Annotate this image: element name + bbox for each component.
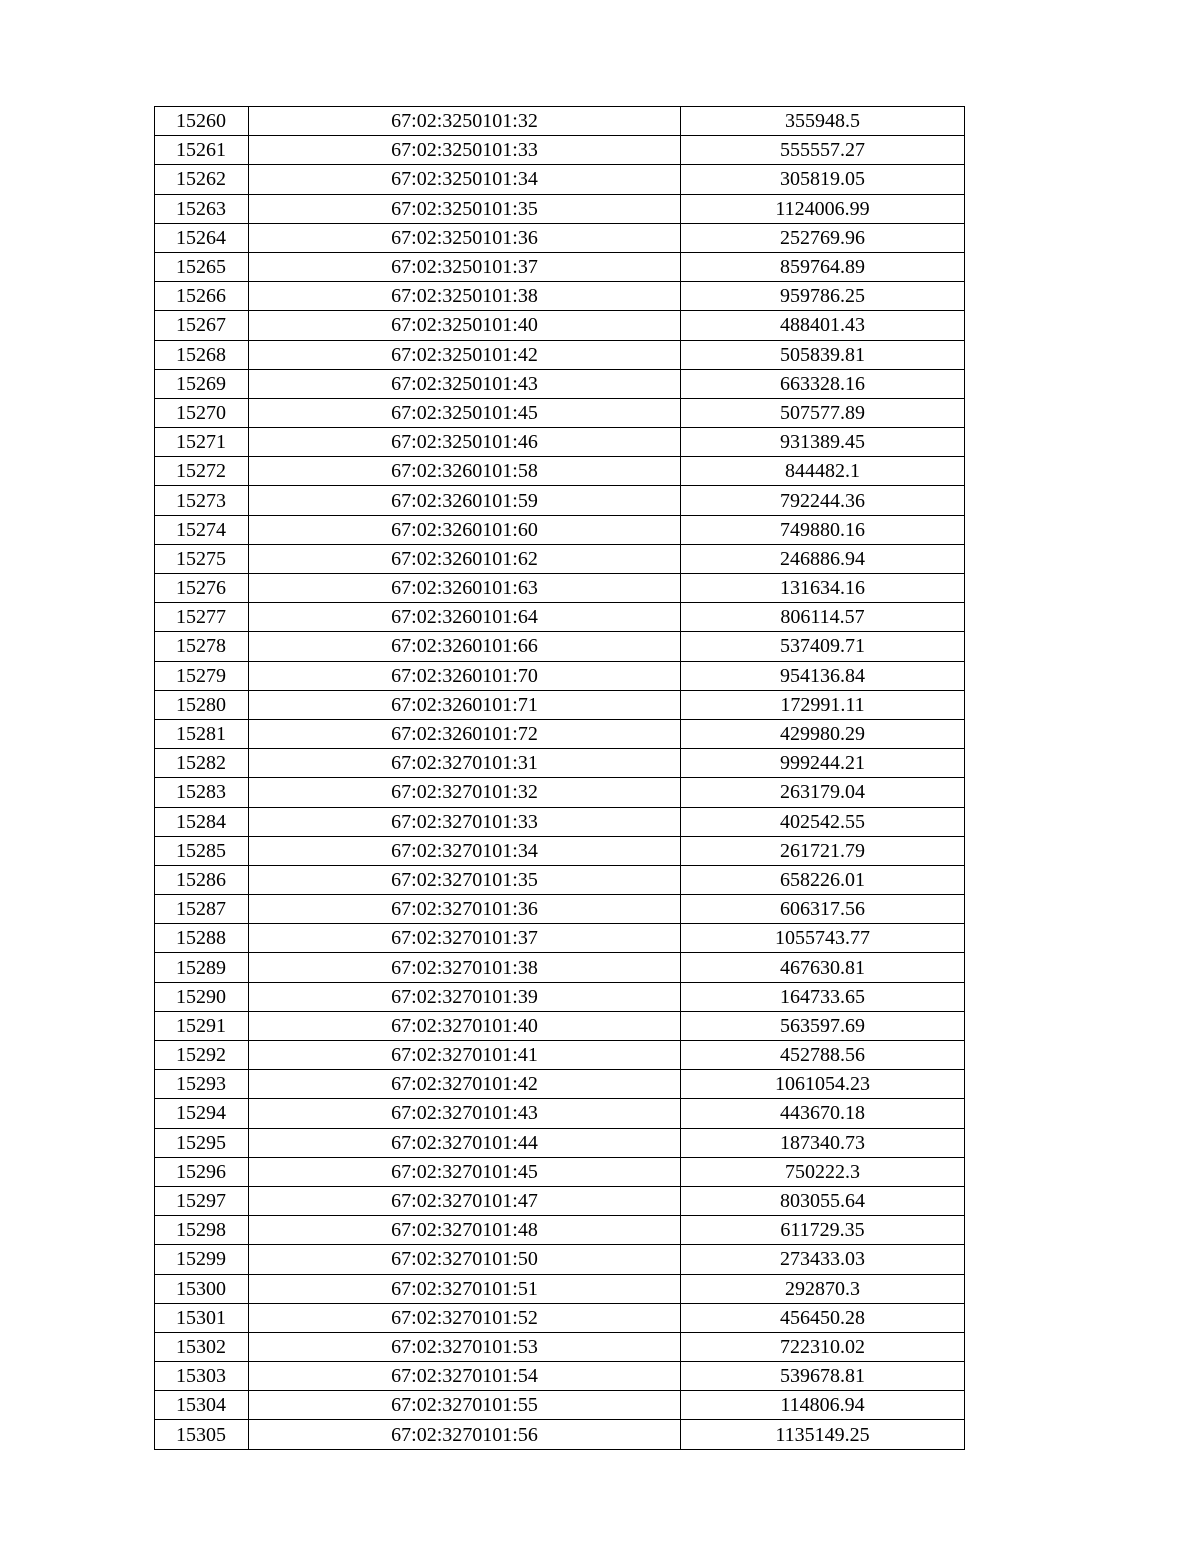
cadastral-value-cell: 443670.18 bbox=[681, 1099, 965, 1128]
row-number-cell: 15291 bbox=[155, 1011, 249, 1040]
table-row bbox=[155, 982, 965, 1011]
table-row bbox=[155, 544, 965, 573]
cadastral-value-cell: 456450.28 bbox=[681, 1303, 965, 1332]
row-number-cell: 15271 bbox=[155, 428, 249, 457]
cadastral-value-cell: 429980.29 bbox=[681, 719, 965, 748]
row-number-cell: 15284 bbox=[155, 807, 249, 836]
cadastral-value-cell: 467630.81 bbox=[681, 953, 965, 982]
table-row bbox=[155, 1186, 965, 1215]
row-number-cell: 15272 bbox=[155, 457, 249, 486]
cadastral-value-cell: 750222.3 bbox=[681, 1157, 965, 1186]
cadastral-number-cell: 67:02:3250101:34 bbox=[249, 165, 681, 194]
row-number-cell: 15301 bbox=[155, 1303, 249, 1332]
cadastral-number-cell: 67:02:3250101:42 bbox=[249, 340, 681, 369]
row-number-cell: 15269 bbox=[155, 369, 249, 398]
cadastral-number-cell: 67:02:3250101:45 bbox=[249, 398, 681, 427]
cadastral-value-cell: 749880.16 bbox=[681, 515, 965, 544]
cadastral-value-cell: 722310.02 bbox=[681, 1332, 965, 1361]
row-number-cell: 15293 bbox=[155, 1070, 249, 1099]
row-number-cell: 15294 bbox=[155, 1099, 249, 1128]
cadastral-value-cell: 954136.84 bbox=[681, 661, 965, 690]
table-row bbox=[155, 107, 965, 136]
cadastral-value-cell: 1061054.23 bbox=[681, 1070, 965, 1099]
cadastral-value-cell: 606317.56 bbox=[681, 895, 965, 924]
cadastral-value-cell: 658226.01 bbox=[681, 865, 965, 894]
cadastral-number-cell: 67:02:3270101:38 bbox=[249, 953, 681, 982]
cadastral-value-cell: 555557.27 bbox=[681, 136, 965, 165]
cadastral-number-cell: 67:02:3270101:32 bbox=[249, 778, 681, 807]
cadastral-value-cell: 537409.71 bbox=[681, 632, 965, 661]
table-row bbox=[155, 369, 965, 398]
table-row bbox=[155, 1011, 965, 1040]
cadastral-number-cell: 67:02:3250101:37 bbox=[249, 252, 681, 281]
table-row bbox=[155, 398, 965, 427]
row-number-cell: 15300 bbox=[155, 1274, 249, 1303]
table-row bbox=[155, 1099, 965, 1128]
cadastral-value-cell: 452788.56 bbox=[681, 1041, 965, 1070]
cadastral-value-cell: 261721.79 bbox=[681, 836, 965, 865]
cadastral-number-cell: 67:02:3270101:40 bbox=[249, 1011, 681, 1040]
row-number-cell: 15282 bbox=[155, 749, 249, 778]
cadastral-number-cell: 67:02:3260101:63 bbox=[249, 574, 681, 603]
cadastral-number-cell: 67:02:3260101:64 bbox=[249, 603, 681, 632]
row-number-cell: 15285 bbox=[155, 836, 249, 865]
row-number-cell: 15290 bbox=[155, 982, 249, 1011]
table-row bbox=[155, 223, 965, 252]
cadastral-number-cell: 67:02:3270101:53 bbox=[249, 1332, 681, 1361]
row-number-cell: 15273 bbox=[155, 486, 249, 515]
cadastral-value-cell: 164733.65 bbox=[681, 982, 965, 1011]
cadastral-value-cell: 292870.3 bbox=[681, 1274, 965, 1303]
table-row bbox=[155, 778, 965, 807]
cadastral-number-cell: 67:02:3270101:52 bbox=[249, 1303, 681, 1332]
cadastral-value-cell: 931389.45 bbox=[681, 428, 965, 457]
cadastral-number-cell: 67:02:3270101:50 bbox=[249, 1245, 681, 1274]
table-row bbox=[155, 1041, 965, 1070]
cadastral-number-cell: 67:02:3260101:59 bbox=[249, 486, 681, 515]
table-row bbox=[155, 836, 965, 865]
cadastral-number-cell: 67:02:3270101:36 bbox=[249, 895, 681, 924]
row-number-cell: 15297 bbox=[155, 1186, 249, 1215]
table-row bbox=[155, 1420, 965, 1449]
row-number-cell: 15287 bbox=[155, 895, 249, 924]
table-row bbox=[155, 1216, 965, 1245]
row-number-cell: 15299 bbox=[155, 1245, 249, 1274]
row-number-cell: 15260 bbox=[155, 107, 249, 136]
table-row bbox=[155, 515, 965, 544]
cadastral-number-cell: 67:02:3270101:47 bbox=[249, 1186, 681, 1215]
row-number-cell: 15264 bbox=[155, 223, 249, 252]
cadastral-value-cell: 611729.35 bbox=[681, 1216, 965, 1245]
row-number-cell: 15262 bbox=[155, 165, 249, 194]
cadastral-value-cell: 263179.04 bbox=[681, 778, 965, 807]
row-number-cell: 15289 bbox=[155, 953, 249, 982]
table-row bbox=[155, 953, 965, 982]
cadastral-value-cell: 402542.55 bbox=[681, 807, 965, 836]
row-number-cell: 15268 bbox=[155, 340, 249, 369]
cadastral-value-cell: 844482.1 bbox=[681, 457, 965, 486]
table-row bbox=[155, 194, 965, 223]
cadastral-number-cell: 67:02:3250101:36 bbox=[249, 223, 681, 252]
cadastral-value-cell: 131634.16 bbox=[681, 574, 965, 603]
cadastral-number-cell: 67:02:3270101:34 bbox=[249, 836, 681, 865]
cadastral-value-cell: 488401.43 bbox=[681, 311, 965, 340]
row-number-cell: 15303 bbox=[155, 1362, 249, 1391]
cadastral-value-cell: 563597.69 bbox=[681, 1011, 965, 1040]
cadastral-number-cell: 67:02:3260101:62 bbox=[249, 544, 681, 573]
cadastral-value-cell: 505839.81 bbox=[681, 340, 965, 369]
row-number-cell: 15267 bbox=[155, 311, 249, 340]
cadastral-value-cell: 1124006.99 bbox=[681, 194, 965, 223]
cadastral-number-cell: 67:02:3270101:55 bbox=[249, 1391, 681, 1420]
cadastral-number-cell: 67:02:3270101:54 bbox=[249, 1362, 681, 1391]
cadastral-number-cell: 67:02:3250101:33 bbox=[249, 136, 681, 165]
cadastral-number-cell: 67:02:3250101:38 bbox=[249, 282, 681, 311]
table-body bbox=[155, 107, 965, 1450]
cadastral-value-cell: 355948.5 bbox=[681, 107, 965, 136]
table-row bbox=[155, 1245, 965, 1274]
table-row bbox=[155, 340, 965, 369]
cadastral-value-cell: 114806.94 bbox=[681, 1391, 965, 1420]
cadastral-number-cell: 67:02:3270101:37 bbox=[249, 924, 681, 953]
cadastral-number-cell: 67:02:3270101:44 bbox=[249, 1128, 681, 1157]
table-row bbox=[155, 632, 965, 661]
cadastral-value-cell: 539678.81 bbox=[681, 1362, 965, 1391]
table-row bbox=[155, 661, 965, 690]
row-number-cell: 15279 bbox=[155, 661, 249, 690]
table-row bbox=[155, 603, 965, 632]
table-row bbox=[155, 486, 965, 515]
table-row bbox=[155, 311, 965, 340]
cadastral-number-cell: 67:02:3270101:41 bbox=[249, 1041, 681, 1070]
cadastral-number-cell: 67:02:3260101:60 bbox=[249, 515, 681, 544]
row-number-cell: 15288 bbox=[155, 924, 249, 953]
cadastral-value-cell: 305819.05 bbox=[681, 165, 965, 194]
row-number-cell: 15270 bbox=[155, 398, 249, 427]
row-number-cell: 15275 bbox=[155, 544, 249, 573]
cadastral-value-cell: 803055.64 bbox=[681, 1186, 965, 1215]
table-row bbox=[155, 136, 965, 165]
cadastral-value-cell: 507577.89 bbox=[681, 398, 965, 427]
cadastral-number-cell: 67:02:3250101:32 bbox=[249, 107, 681, 136]
row-number-cell: 15265 bbox=[155, 252, 249, 281]
table-row bbox=[155, 1303, 965, 1332]
table-row bbox=[155, 165, 965, 194]
table-row bbox=[155, 282, 965, 311]
row-number-cell: 15305 bbox=[155, 1420, 249, 1449]
cadastral-value-cell: 252769.96 bbox=[681, 223, 965, 252]
table-row bbox=[155, 1157, 965, 1186]
cadastral-number-cell: 67:02:3260101:66 bbox=[249, 632, 681, 661]
table-row bbox=[155, 428, 965, 457]
row-number-cell: 15280 bbox=[155, 690, 249, 719]
table-row bbox=[155, 690, 965, 719]
row-number-cell: 15302 bbox=[155, 1332, 249, 1361]
table-row bbox=[155, 1391, 965, 1420]
cadastral-number-cell: 67:02:3270101:42 bbox=[249, 1070, 681, 1099]
cadastral-number-cell: 67:02:3250101:43 bbox=[249, 369, 681, 398]
cadastral-value-cell: 273433.03 bbox=[681, 1245, 965, 1274]
row-number-cell: 15276 bbox=[155, 574, 249, 603]
row-number-cell: 15296 bbox=[155, 1157, 249, 1186]
row-number-cell: 15286 bbox=[155, 865, 249, 894]
row-number-cell: 15298 bbox=[155, 1216, 249, 1245]
row-number-cell: 15304 bbox=[155, 1391, 249, 1420]
cadastral-number-cell: 67:02:3270101:51 bbox=[249, 1274, 681, 1303]
table-row bbox=[155, 719, 965, 748]
cadastral-number-cell: 67:02:3260101:71 bbox=[249, 690, 681, 719]
row-number-cell: 15281 bbox=[155, 719, 249, 748]
row-number-cell: 15274 bbox=[155, 515, 249, 544]
cadastral-number-cell: 67:02:3270101:39 bbox=[249, 982, 681, 1011]
table-row bbox=[155, 252, 965, 281]
cadastral-value-cell: 1135149.25 bbox=[681, 1420, 965, 1449]
table-row bbox=[155, 807, 965, 836]
cadastral-value-cell: 1055743.77 bbox=[681, 924, 965, 953]
table-row bbox=[155, 1128, 965, 1157]
row-number-cell: 15283 bbox=[155, 778, 249, 807]
cadastral-number-cell: 67:02:3270101:56 bbox=[249, 1420, 681, 1449]
cadastral-number-cell: 67:02:3250101:35 bbox=[249, 194, 681, 223]
cadastral-value-cell: 999244.21 bbox=[681, 749, 965, 778]
row-number-cell: 15277 bbox=[155, 603, 249, 632]
cadastral-number-cell: 67:02:3270101:48 bbox=[249, 1216, 681, 1245]
table-row bbox=[155, 457, 965, 486]
cadastral-number-cell: 67:02:3270101:45 bbox=[249, 1157, 681, 1186]
row-number-cell: 15266 bbox=[155, 282, 249, 311]
cadastral-value-cell: 792244.36 bbox=[681, 486, 965, 515]
table-row bbox=[155, 749, 965, 778]
cadastral-number-cell: 67:02:3260101:58 bbox=[249, 457, 681, 486]
table-row bbox=[155, 924, 965, 953]
row-number-cell: 15295 bbox=[155, 1128, 249, 1157]
table-row bbox=[155, 865, 965, 894]
cadastral-value-cell: 172991.11 bbox=[681, 690, 965, 719]
cadastral-value-cell: 806114.57 bbox=[681, 603, 965, 632]
cadastral-number-cell: 67:02:3270101:33 bbox=[249, 807, 681, 836]
row-number-cell: 15261 bbox=[155, 136, 249, 165]
cadastral-value-cell: 663328.16 bbox=[681, 369, 965, 398]
table-row bbox=[155, 1274, 965, 1303]
cadastral-value-cell: 959786.25 bbox=[681, 282, 965, 311]
cadastral-number-cell: 67:02:3250101:40 bbox=[249, 311, 681, 340]
table-row bbox=[155, 1070, 965, 1099]
table-row bbox=[155, 1332, 965, 1361]
cadastral-number-cell: 67:02:3250101:46 bbox=[249, 428, 681, 457]
cadastral-number-cell: 67:02:3270101:43 bbox=[249, 1099, 681, 1128]
cadastral-number-cell: 67:02:3260101:72 bbox=[249, 719, 681, 748]
table-row bbox=[155, 895, 965, 924]
cadastral-value-table bbox=[154, 106, 965, 1450]
cadastral-number-cell: 67:02:3270101:35 bbox=[249, 865, 681, 894]
cadastral-number-cell: 67:02:3260101:70 bbox=[249, 661, 681, 690]
cadastral-value-cell: 187340.73 bbox=[681, 1128, 965, 1157]
cadastral-value-cell: 246886.94 bbox=[681, 544, 965, 573]
table-row bbox=[155, 574, 965, 603]
row-number-cell: 15292 bbox=[155, 1041, 249, 1070]
cadastral-value-cell: 859764.89 bbox=[681, 252, 965, 281]
table-row bbox=[155, 1362, 965, 1391]
row-number-cell: 15278 bbox=[155, 632, 249, 661]
row-number-cell: 15263 bbox=[155, 194, 249, 223]
cadastral-number-cell: 67:02:3270101:31 bbox=[249, 749, 681, 778]
